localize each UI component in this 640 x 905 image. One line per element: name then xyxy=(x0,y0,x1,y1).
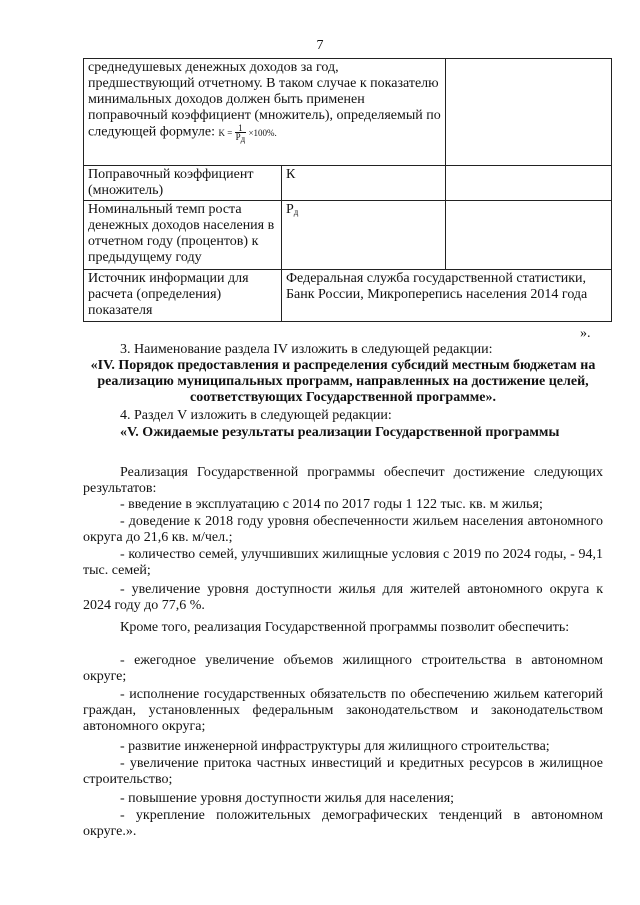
table-cell-empty xyxy=(446,201,612,270)
result-item: - увеличение уровня доступности жилья для жителей автономного округа к 2024 году до 77,6 %. xyxy=(83,582,603,613)
table-cell-value xyxy=(282,201,446,270)
result-item: - количество семей, улучшивших жилищные условия с 2019 по 2024 годы, - 94,1 тыс. семей; xyxy=(83,547,603,578)
additional-item: - повышение уровня доступности жилья для населения; xyxy=(120,791,455,806)
formula-den-sub: д xyxy=(240,134,246,144)
additional-item: - увеличение притока частных инвестиций и кредитных ресурсов в жилищное строительство; xyxy=(83,756,603,787)
closing-quote: ». xyxy=(580,326,591,341)
definition-text: среднедушевых денежных доходов за год, предшествующий отчетному. В таком случае к показателю минимальных доходов должен быть применен поправочный коэффициент (множитель), определяемый по следующей формуле: xyxy=(88,60,441,140)
table-row xyxy=(84,270,612,322)
additional-intro: Кроме того, реализация Государственной программы позволит обеспечить: xyxy=(120,620,570,635)
table-row xyxy=(84,166,612,201)
item-3: 3. Наименование раздела IV изложить в следующей редакции: xyxy=(120,342,493,357)
table-cell-value: К xyxy=(282,166,446,201)
table-cell-empty xyxy=(446,59,612,166)
table-cell-definition xyxy=(84,59,446,166)
formula xyxy=(218,123,277,144)
formula-rhs: ×100%. xyxy=(248,127,277,138)
table-row xyxy=(84,201,612,270)
table-cell-label: Источник информации для расчета (определения) показателя xyxy=(84,270,282,322)
value-sub: д xyxy=(293,207,299,217)
table-cell-value: Федеральная служба государственной статистики, Банк России, Микроперепись населения 2014 года xyxy=(282,270,612,322)
formula-numerator: 1 xyxy=(235,124,247,133)
item-4: 4. Раздел V изложить в следующей редакции: xyxy=(120,408,392,423)
formula-lhs: K = xyxy=(218,127,233,138)
additional-item: - развитие инженерной инфраструктуры для жилищного строительства; xyxy=(120,739,550,754)
additional-item: - укрепление положительных демографических тенденций в автономном округе.». xyxy=(83,808,603,839)
table-row xyxy=(84,59,612,166)
result-item: - введение в эксплуатацию с 2014 по 2017 годы 1 122 тыс. кв. м жилья; xyxy=(120,497,543,512)
formula-fraction xyxy=(235,124,247,143)
formula-den-main: P xyxy=(235,132,241,142)
results-intro: Реализация Государственной программы обеспечит достижение следующих результатов: xyxy=(83,465,603,496)
section-5-title: «V. Ожидаемые результаты реализации Государственной программы xyxy=(120,425,560,440)
page-number: 7 xyxy=(316,38,324,53)
result-item: - доведение к 2018 году уровня обеспеченности жильем населения автономного округа до 21,6 кв. м/чел.; xyxy=(83,514,603,545)
value-main: Р xyxy=(286,202,294,217)
table-cell-label: Номинальный темп роста денежных доходов населения в отчетном году (процентов) к предыдущему году xyxy=(84,201,282,270)
formula-denominator xyxy=(235,133,247,143)
additional-item: - исполнение государственных обязательств по обеспечению жильем категорий граждан, установленных федеральным законодательством и законодательством автономного округа; xyxy=(83,687,603,734)
indicator-table xyxy=(83,58,612,322)
section-4-title: «IV. Порядок предоставления и распределения субсидий местным бюджетам на реализацию муниципальных программ, направленных на достижение целей, соответствующих Государственной программе». xyxy=(90,358,596,405)
table-cell-empty xyxy=(446,166,612,201)
table-cell-label: Поправочный коэффициент (множитель) xyxy=(84,166,282,201)
additional-item: - ежегодное увеличение объемов жилищного строительства в автономном округе; xyxy=(83,653,603,684)
